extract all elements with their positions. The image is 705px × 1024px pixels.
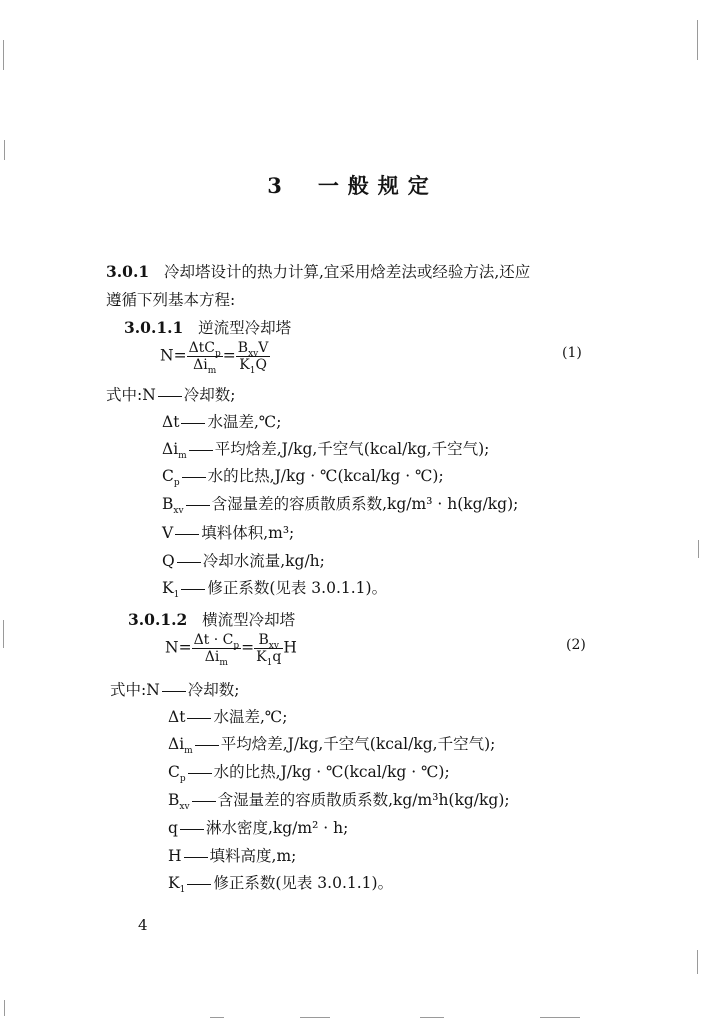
subclause-2-title: 横流型冷却塔 xyxy=(202,611,296,629)
subclause-1-title: 逆流型冷却塔 xyxy=(198,319,292,337)
chapter-number: 3 xyxy=(267,173,284,198)
chapter-title xyxy=(0,170,705,200)
eq2-fraction-1: $\frac{\Delta t \cdot C_p}{\Delta i_m}$ xyxy=(193,632,240,668)
eq1-fraction-2: $\frac{B_{xv}V}{K_1Q}$ xyxy=(237,340,269,376)
equation-2 xyxy=(165,632,297,668)
eq2-equals: = xyxy=(241,638,255,657)
def-2-2: $\Delta i_m$ 平均焓差,J/kg,千空气(kcal/kg,千空气); xyxy=(168,735,496,757)
clause-number: 3.0.1 xyxy=(106,262,150,281)
subclause-2-number: 3.0.1.2 xyxy=(128,610,188,629)
equation-1 xyxy=(160,340,270,376)
def-1-5: V 填料体积,m³; xyxy=(162,524,295,542)
page-number: 4 xyxy=(138,916,148,934)
equation-2-number: (2) xyxy=(566,637,586,653)
def-1-1: Δt 水温差,℃; xyxy=(162,413,282,431)
def-2-6: H 填料高度,m; xyxy=(168,847,297,865)
def-1-2: $\Delta i_m$ 平均焓差,J/kg,千空气(kcal/kg,千空气); xyxy=(162,440,490,462)
equation-1-number: (1) xyxy=(562,345,582,361)
chapter-title-text: 一般规定 xyxy=(317,173,438,198)
subclause-1-heading xyxy=(124,318,291,338)
def-2-5: q 淋水密度,kg/m² · h; xyxy=(168,819,349,837)
eq2-tail: H xyxy=(283,638,297,657)
where-1: 式中:N 冷却数; xyxy=(106,386,236,404)
clause-text-1: 冷却塔设计的热力计算,宜采用焓差法或经验方法,还应 xyxy=(163,263,531,281)
eq1-fraction-1: $\frac{\Delta tC_p}{\Delta i_m}$ xyxy=(188,340,221,376)
clause-line-2: 遵循下列基本方程: xyxy=(106,291,236,309)
clause-line-1 xyxy=(106,262,530,282)
def-2-1: Δt 水温差,℃; xyxy=(168,708,288,726)
subclause-2-heading xyxy=(128,610,295,630)
def-1-4: $B_{xv}$ 含湿量差的容质散质系数,kg/m³ · h(kg/kg); xyxy=(162,495,519,517)
def-1-3: $C_p$ 水的比热,J/kg · ℃(kcal/kg · ℃); xyxy=(162,467,444,489)
eq1-equals: = xyxy=(222,346,236,365)
def-2-7: $K_1$ 修正系数(见表 3.0.1.1)。 xyxy=(168,874,394,896)
def-1-6: Q 冷却水流量,kg/h; xyxy=(162,552,325,570)
def-2-3: $C_p$ 水的比热,J/kg · ℃(kcal/kg · ℃); xyxy=(168,763,450,785)
subclause-1-number: 3.0.1.1 xyxy=(124,318,184,337)
def-1-7: $K_1$ 修正系数(见表 3.0.1.1)。 xyxy=(162,579,388,601)
eq2-fraction-2: $\frac{B_{xv}}{K_1q}$ xyxy=(256,632,282,668)
eq1-lhs: N= xyxy=(160,346,187,365)
def-2-4: $B_{xv}$ 含湿量差的容质散质系数,kg/m³h(kg/kg); xyxy=(168,791,510,813)
where-2: 式中:N 冷却数; xyxy=(110,681,240,699)
eq2-lhs: N= xyxy=(165,638,192,657)
